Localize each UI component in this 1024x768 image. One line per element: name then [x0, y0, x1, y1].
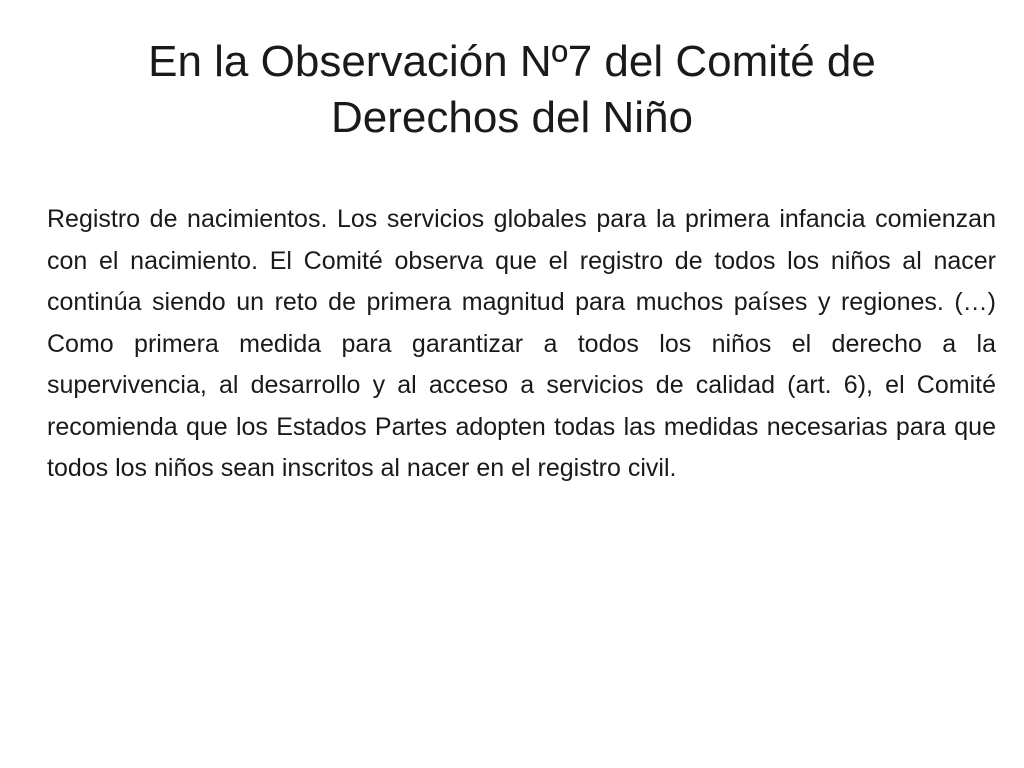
slide-body-text: Registro de nacimientos. Los servicios globales para la primera infancia comienzan con el nacimiento. El Comité observa que el registro de todos los niños al nacer continúa siendo un reto de primera magnitud para muchos países y regiones. (…) Como primera medida para garantizar a todos los niños el derecho a la supervivencia, al desarrollo y al acceso a servicios de calidad (art. 6), el Comité recomienda que los Estados Partes adopten todas las medidas necesarias para que todos los niños sean inscritos al nacer en el registro civil.: [47, 205, 996, 482]
slide-title: En la Observación Nº7 del Comité de Derechos del Niño: [148, 37, 876, 142]
